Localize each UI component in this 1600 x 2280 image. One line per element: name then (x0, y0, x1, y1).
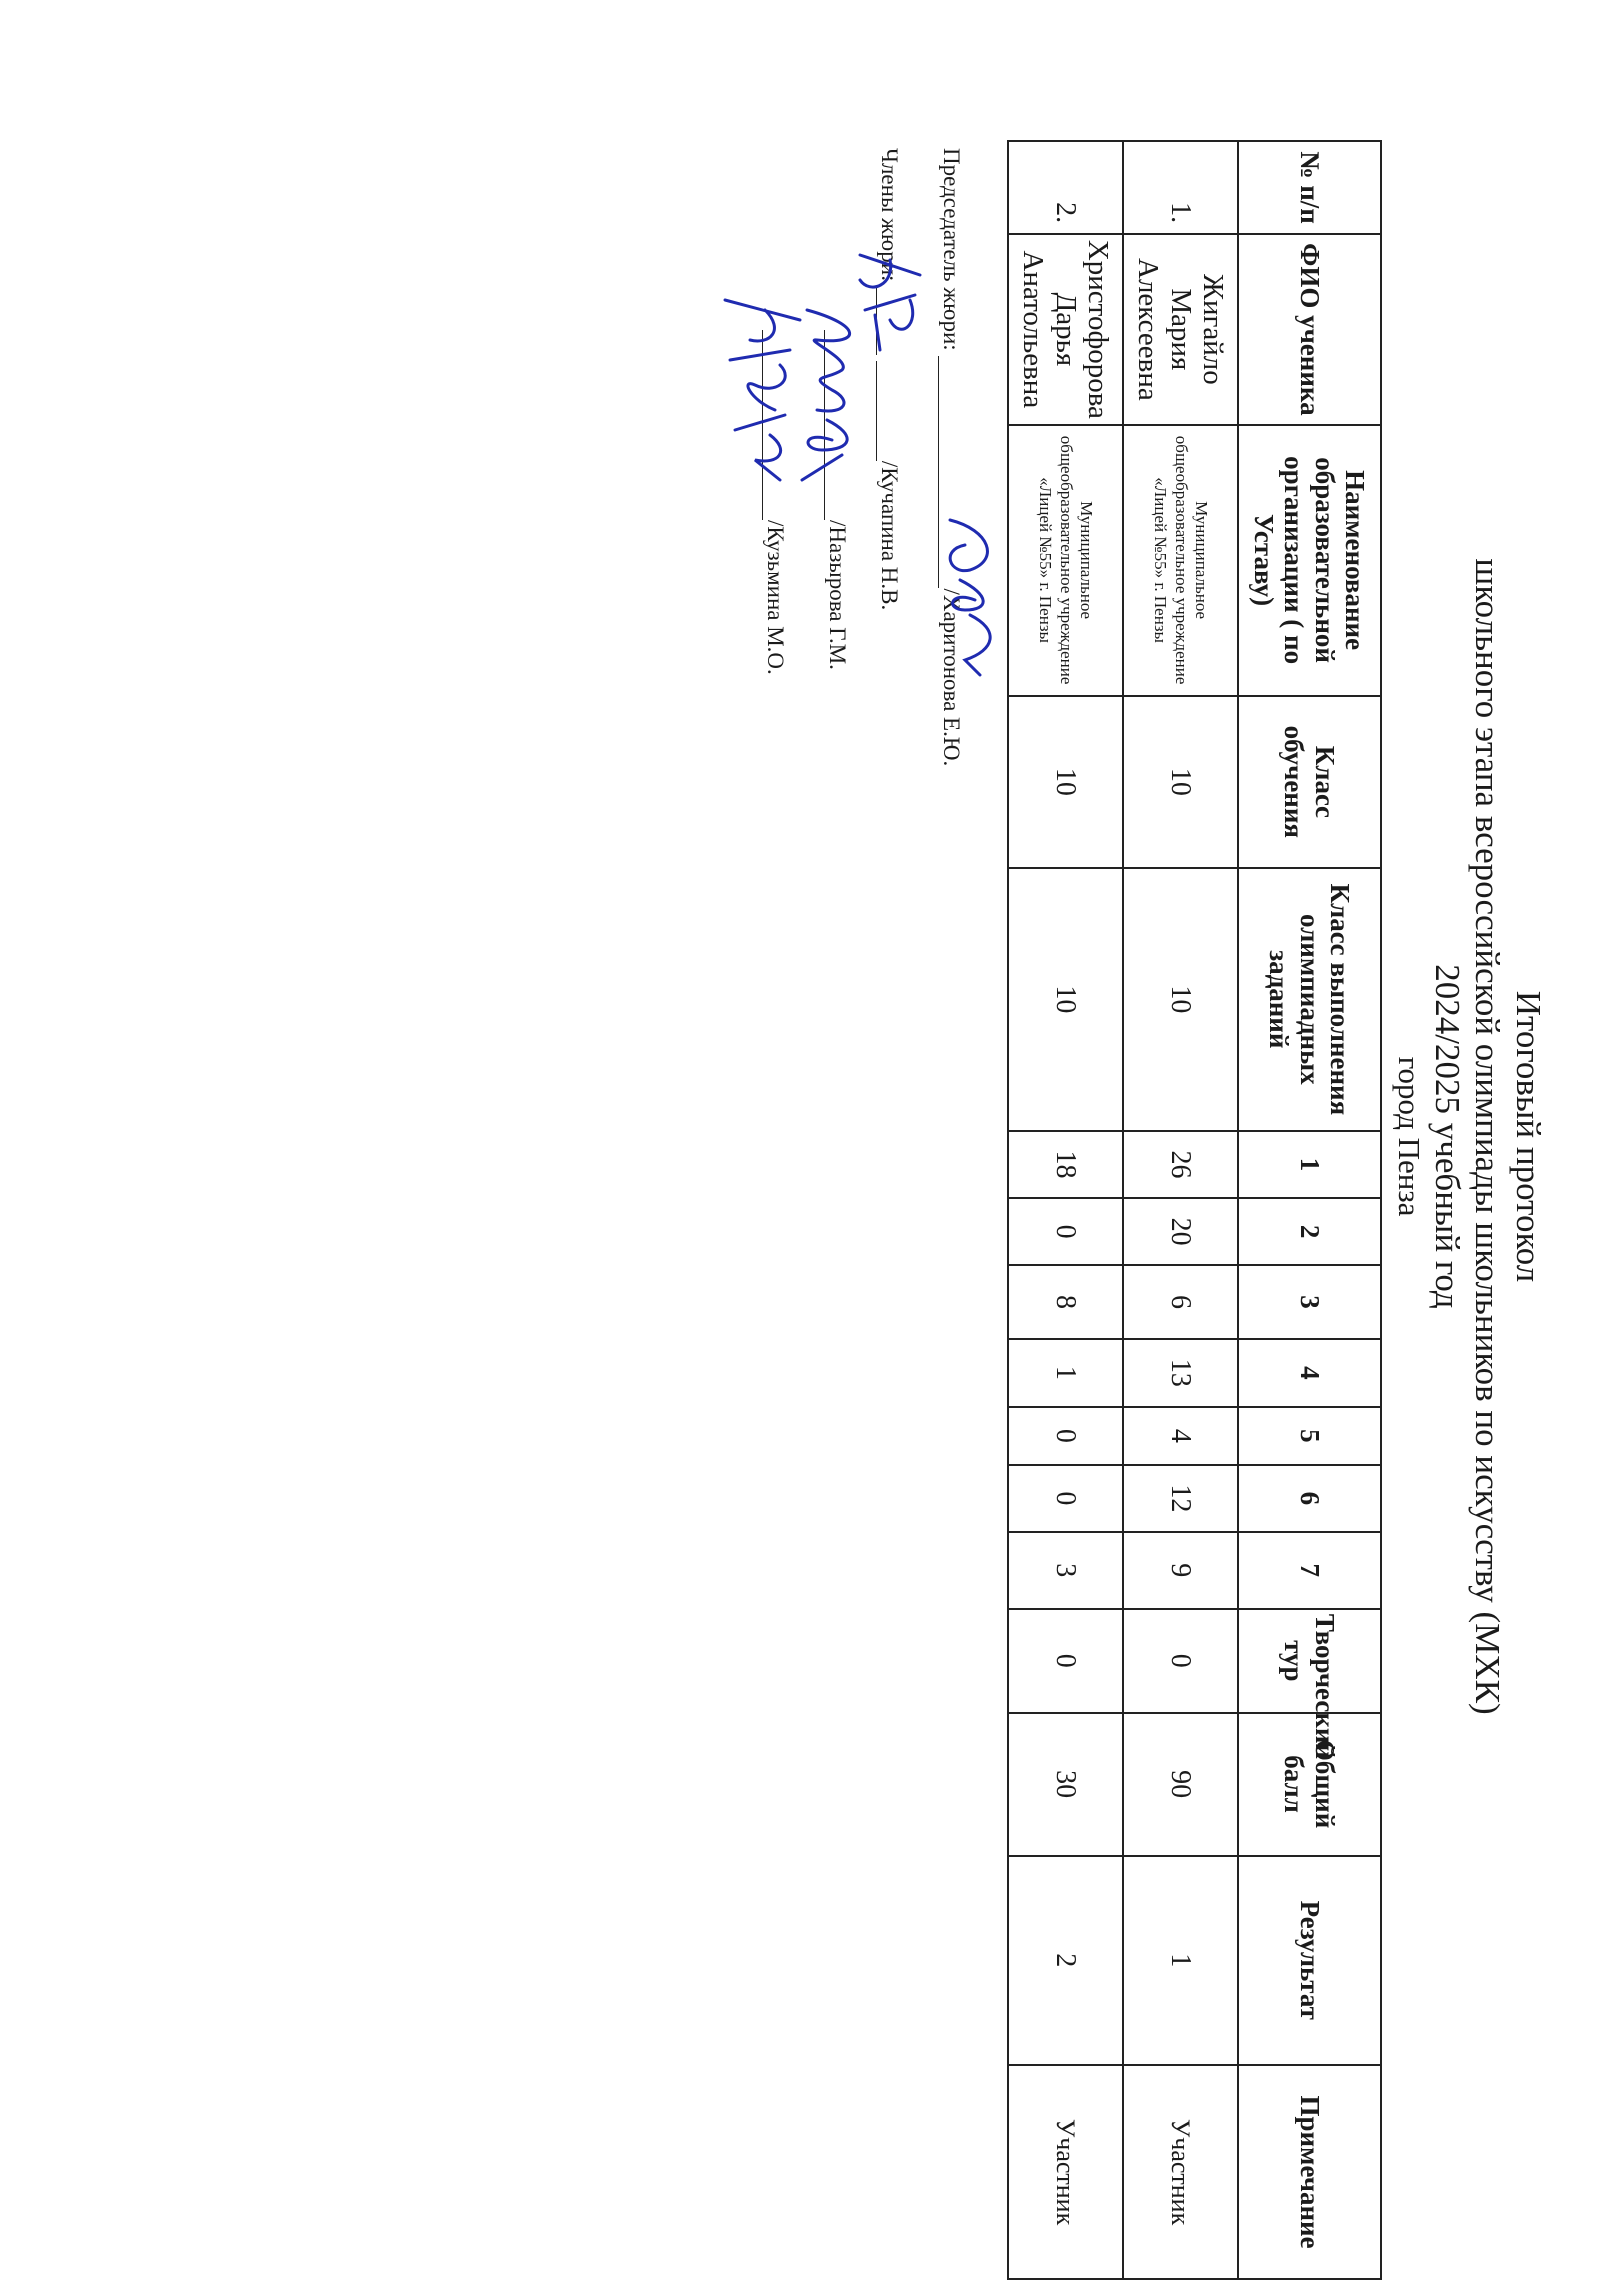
document-subtitle: школьного этапа всероссийской олимпиады школьников по искусству (МХК) (1468, 558, 1507, 1715)
document-title: Итоговый протокол (1509, 990, 1548, 1283)
note-status: Участник (1123, 2065, 1238, 2279)
chair-name: /Харитонова Е.Ю. (939, 588, 964, 767)
student-name: Христофорова Дарья Анатольевна (1008, 234, 1123, 425)
creative-round-score: 0 (1008, 1609, 1123, 1713)
member-name: /Назырова Г.М. (825, 520, 850, 670)
table-row (1008, 141, 1123, 2279)
header-result: Результат (1238, 1856, 1381, 2066)
grade-tasks-value: 10 (1008, 868, 1123, 1130)
header-task-1: 1 (1238, 1131, 1381, 1199)
task-3-score: 6 (1123, 1265, 1238, 1339)
task-6-score: 12 (1123, 1465, 1238, 1532)
total-score: 30 (1008, 1713, 1123, 1856)
handwritten-signature (930, 500, 1020, 690)
header-task-4: 4 (1238, 1339, 1381, 1407)
member-signature-line (876, 148, 902, 610)
header-task-6: 6 (1238, 1465, 1381, 1532)
header-fio: ФИО ученика (1238, 234, 1381, 425)
row-number: 2. (1008, 141, 1123, 234)
task-1-score: 26 (1123, 1131, 1238, 1199)
table-header-row (1238, 141, 1381, 2279)
task-5-score: 0 (1008, 1407, 1123, 1465)
task-2-score: 20 (1123, 1198, 1238, 1265)
header-task-5: 5 (1238, 1407, 1381, 1465)
header-task-7: 7 (1238, 1532, 1381, 1609)
task-4-score: 13 (1123, 1339, 1238, 1407)
header-number: № п/п (1238, 141, 1381, 234)
signature-underline (876, 361, 877, 461)
header-creative-round: Творческий тур (1238, 1609, 1381, 1713)
school-year: 2024/2025 учебный год (1428, 964, 1467, 1309)
member-name: /Кузьмина М.О. (763, 520, 788, 675)
city: город Пенза (1392, 1056, 1427, 1217)
task-6-score: 0 (1008, 1465, 1123, 1532)
grade-value: 10 (1123, 696, 1238, 869)
result-place: 2 (1008, 1856, 1123, 2066)
task-2-score: 0 (1008, 1198, 1123, 1265)
task-4-score: 1 (1008, 1339, 1123, 1407)
header-organization: Наименование образовательной организации ( по Уставу) (1238, 425, 1381, 696)
member-name: /Кучапина Н.В. (877, 460, 902, 611)
note-status: Участник (1008, 2065, 1123, 2279)
task-7-score: 3 (1008, 1532, 1123, 1609)
organization-name: Муниципальное общеобразовательное учреждение «Лицей №55» г. Пензы (1123, 425, 1238, 696)
student-name: Жигайло Мария Алексеевна (1123, 234, 1238, 425)
header-grade: Класс обучения (1238, 696, 1381, 869)
results-table (1007, 140, 1382, 2280)
row-number: 1. (1123, 141, 1238, 234)
grade-value: 10 (1008, 696, 1123, 869)
task-7-score: 9 (1123, 1532, 1238, 1609)
table-row (1123, 141, 1238, 2279)
header-grade-tasks: Класс выполнения олимпиадных заданий (1238, 868, 1381, 1130)
task-3-score: 8 (1008, 1265, 1123, 1339)
task-5-score: 4 (1123, 1407, 1238, 1465)
organization-name: Муниципальное общеобразовательное учреждение «Лицей №55» г. Пензы (1008, 425, 1123, 696)
total-score: 90 (1123, 1713, 1238, 1856)
members-label: Члены жюри: (877, 148, 902, 282)
header-task-3: 3 (1238, 1265, 1381, 1339)
header-note: Примечание (1238, 2065, 1381, 2279)
chair-label: Председатель жюри: (939, 148, 964, 351)
task-1-score: 18 (1008, 1131, 1123, 1199)
grade-tasks-value: 10 (1123, 868, 1238, 1130)
result-place: 1 (1123, 1856, 1238, 2066)
header-task-2: 2 (1238, 1198, 1381, 1265)
header-total: Общий балл (1238, 1713, 1381, 1856)
handwritten-signature (715, 290, 810, 490)
creative-round-score: 0 (1123, 1609, 1238, 1713)
